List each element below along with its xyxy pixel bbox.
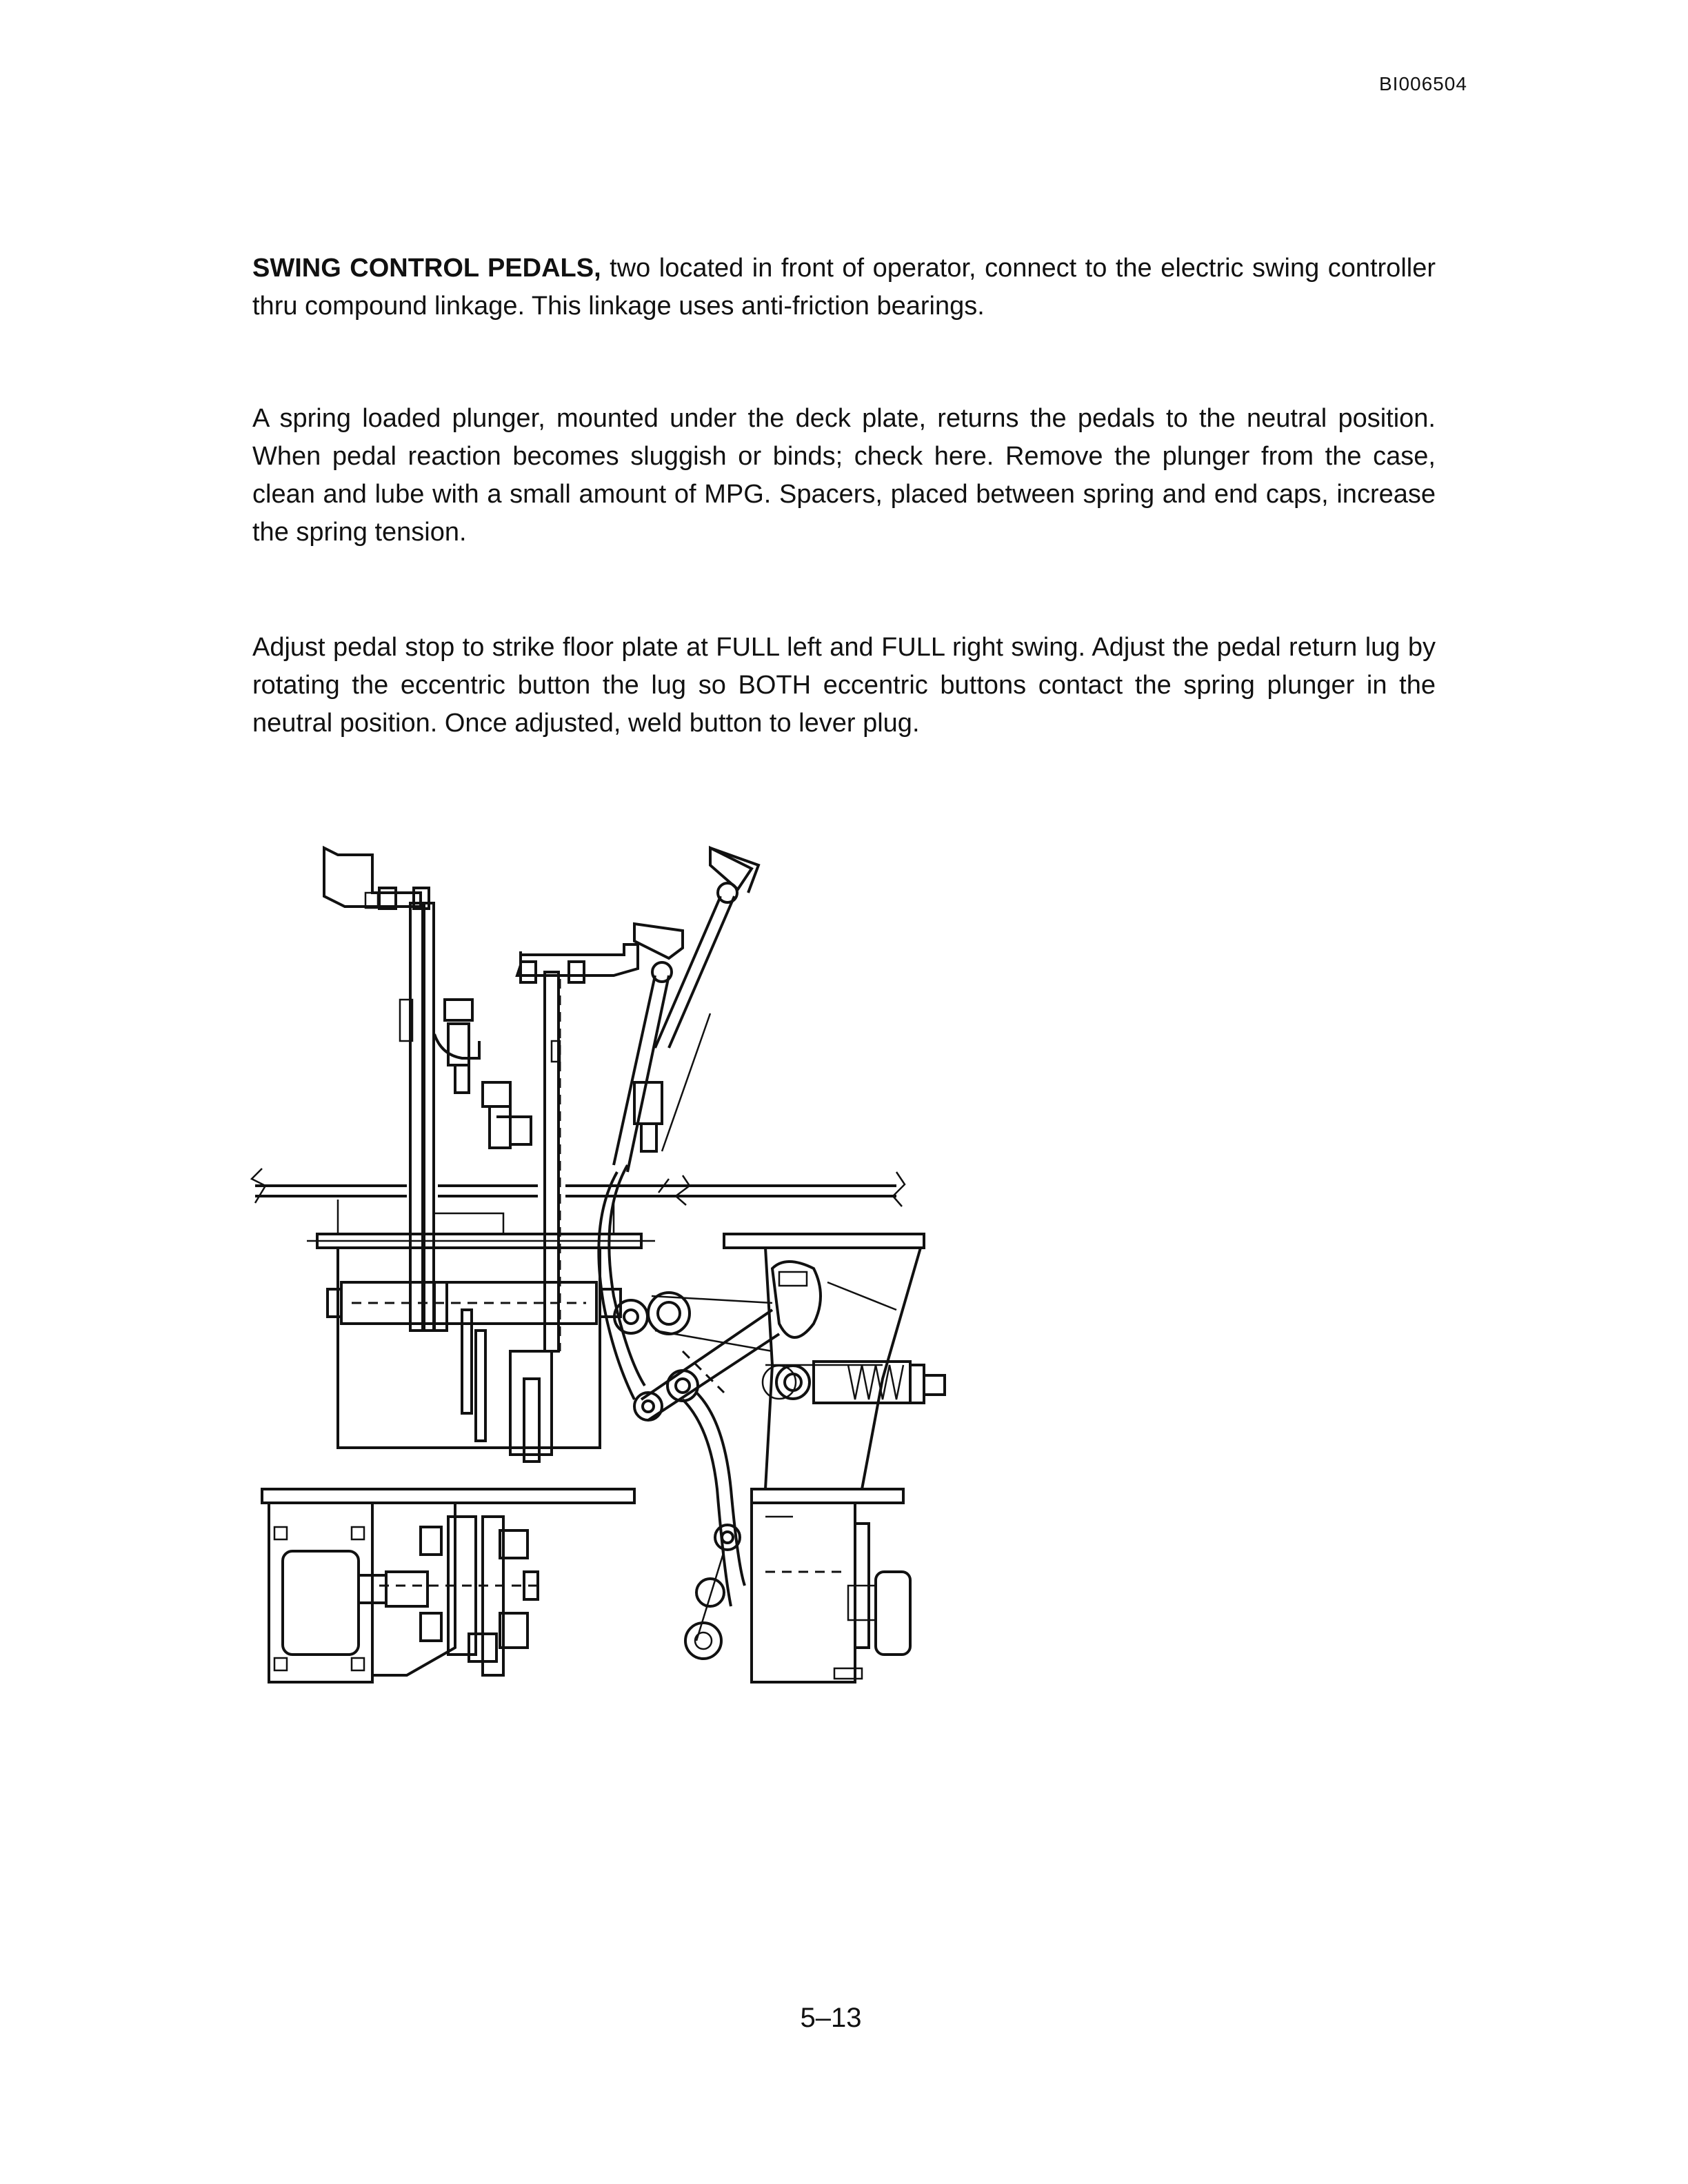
document-id: BI006504 [1379, 73, 1467, 94]
paragraph-pedal-stop-adjustment: Adjust pedal stop to strike floor plate at FULL left and FULL right swing. Adjust the pedal return lug by rotating the eccentric button the lug so BOTH eccentric buttons contact the spring plunger in the neutral position. Once adjusted, weld button to lever plug. [252, 633, 1436, 738]
page-number: 5–13 [800, 2003, 862, 2033]
front-view-drawing [252, 848, 690, 1682]
paragraph-body: two located in front of operator, connect to the electric swing controller thru compound linkage. This linkage uses anti-friction bearings. [252, 254, 1436, 321]
paragraph-lead-heading: SWING CONTROL PEDALS, [252, 254, 601, 283]
side-view-drawing [599, 848, 945, 1682]
pedal-linkage-diagram [241, 827, 1427, 1723]
paragraph-spring-plunger: A spring loaded plunger, mounted under the deck plate, returns the pedals to the neutral position. When pedal reaction becomes sluggish or binds; check here. Remove the plunger from the case, clean and lube with a small amount of MPG. Spacers, placed between spring and end caps, increase the spring tension. [252, 404, 1436, 547]
paragraph-swing-control-pedals [252, 250, 1436, 325]
